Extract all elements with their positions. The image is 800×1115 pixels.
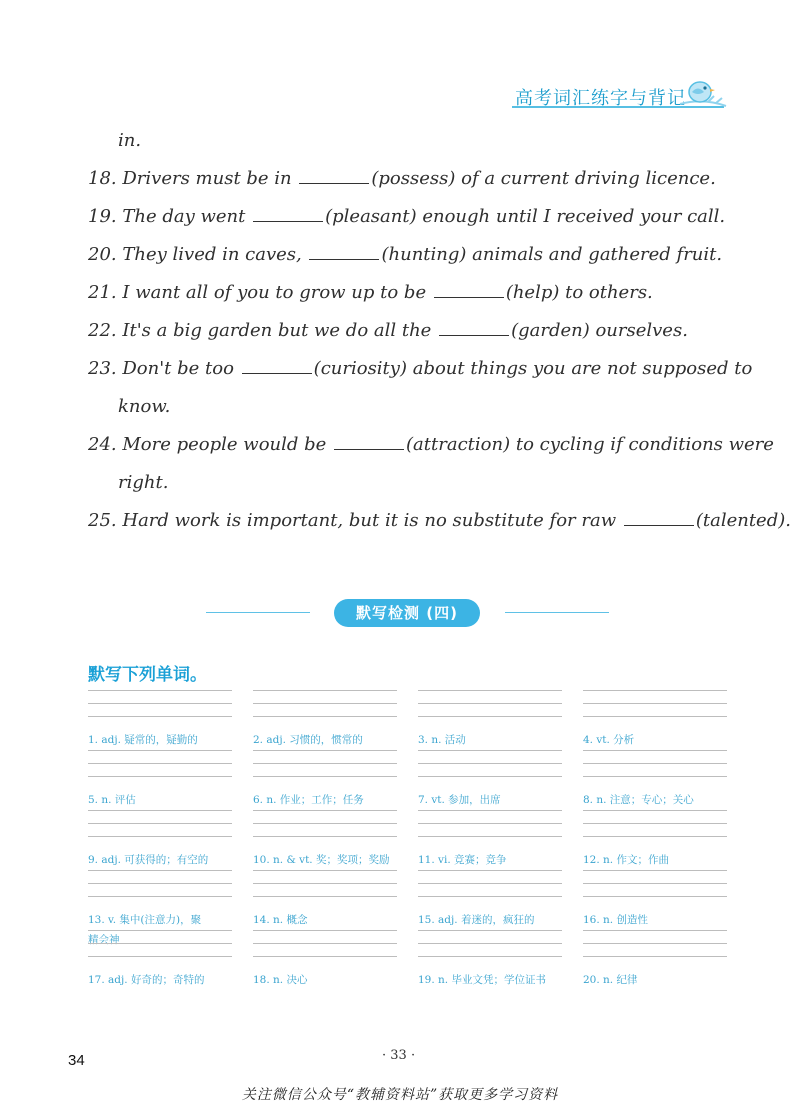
question-25: 25. Hard work is important, but it is no substitute for raw (talented). — [88, 510, 791, 531]
word-clue: 13. v. 集中(注意力)，聚精会神 — [88, 914, 202, 946]
writing-line[interactable] — [253, 870, 397, 871]
writing-line[interactable] — [88, 943, 232, 944]
word-clue: 12. n. 作文；作曲 — [583, 854, 669, 866]
word-clue: 17. adj. 好奇的；奇特的 — [88, 974, 205, 986]
writing-line[interactable] — [583, 870, 727, 871]
word-clue: 8. n. 注意；专心；关心 — [583, 794, 694, 806]
writing-line[interactable] — [583, 836, 727, 837]
writing-line[interactable] — [418, 763, 562, 764]
answer-blank[interactable] — [334, 435, 404, 450]
writing-line[interactable] — [253, 690, 397, 691]
word-clue: 7. vt. 参加，出席 — [418, 794, 501, 806]
writing-line[interactable] — [583, 943, 727, 944]
word-clue: 1. adj. 疑常的，疑勤的 — [88, 734, 198, 746]
writing-line[interactable] — [583, 883, 727, 884]
writing-line[interactable] — [583, 776, 727, 777]
question-24: 24. More people would be (attraction) to cycling if conditions were — [88, 434, 774, 455]
writing-line[interactable] — [253, 823, 397, 824]
writing-line[interactable] — [253, 703, 397, 704]
word-clue: 3. n. 活动 — [418, 734, 466, 746]
answer-blank[interactable] — [253, 207, 323, 222]
writing-line[interactable] — [88, 763, 232, 764]
header-title: 高考词汇练字与背记 — [515, 88, 686, 109]
writing-line[interactable] — [418, 810, 562, 811]
question-20: 20. They lived in caves, (hunting) animals and gathered fruit. — [88, 244, 723, 265]
writing-line[interactable] — [88, 870, 232, 871]
writing-line[interactable] — [418, 896, 562, 897]
answer-blank[interactable] — [299, 169, 369, 184]
writing-line[interactable] — [253, 810, 397, 811]
writing-line[interactable] — [88, 883, 232, 884]
word-clue: 14. n. 概念 — [253, 914, 308, 926]
question-21: 21. I want all of you to grow up to be (help) to others. — [88, 282, 653, 303]
writing-line[interactable] — [418, 750, 562, 751]
word-clue: 9. adj. 可获得的；有空的 — [88, 854, 209, 866]
question-continuation: right. — [118, 472, 169, 493]
section-divider-right — [505, 612, 609, 613]
bird-icon — [678, 76, 728, 110]
writing-line[interactable] — [418, 690, 562, 691]
writing-line[interactable] — [253, 930, 397, 931]
page-number-center: · 33 · — [382, 1048, 416, 1063]
writing-line[interactable] — [88, 776, 232, 777]
writing-line[interactable] — [253, 896, 397, 897]
writing-line[interactable] — [88, 956, 232, 957]
writing-line[interactable] — [253, 883, 397, 884]
footer-note: 关注微信公众号“教辅资料站”获取更多学习资料 — [241, 1087, 559, 1103]
writing-line[interactable] — [418, 943, 562, 944]
writing-line[interactable] — [88, 896, 232, 897]
answer-blank[interactable] — [439, 321, 509, 336]
word-clue: 19. n. 毕业文凭；学位证书 — [418, 974, 546, 986]
writing-line[interactable] — [253, 776, 397, 777]
word-clue: 18. n. 决心 — [253, 974, 308, 986]
writing-line[interactable] — [583, 810, 727, 811]
writing-line[interactable] — [583, 750, 727, 751]
writing-line[interactable] — [253, 943, 397, 944]
writing-line[interactable] — [583, 956, 727, 957]
writing-line[interactable] — [88, 750, 232, 751]
answer-blank[interactable] — [434, 283, 504, 298]
writing-line[interactable] — [418, 870, 562, 871]
section-divider-left — [206, 612, 310, 613]
word-clue: 20. n. 纪律 — [583, 974, 638, 986]
writing-line[interactable] — [418, 703, 562, 704]
writing-line[interactable] — [253, 836, 397, 837]
page-number-left: 34 — [68, 1052, 85, 1069]
question-19: 19. The day went (pleasant) enough until I received your call. — [88, 206, 726, 227]
answer-blank[interactable] — [309, 245, 379, 260]
word-clue: 10. n. & vt. 奖；奖项；奖励 — [253, 854, 390, 866]
question-18: 18. Drivers must be in (possess) of a current driving licence. — [88, 168, 716, 189]
writing-line[interactable] — [253, 750, 397, 751]
writing-line[interactable] — [418, 883, 562, 884]
word-clue: 6. n. 作业；工作；任务 — [253, 794, 364, 806]
writing-line[interactable] — [88, 690, 232, 691]
writing-line[interactable] — [88, 716, 232, 717]
writing-line[interactable] — [418, 956, 562, 957]
writing-line[interactable] — [88, 810, 232, 811]
answer-blank[interactable] — [624, 511, 694, 526]
question-23: 23. Don't be too (curiosity) about things you are not supposed to — [88, 358, 753, 379]
writing-line[interactable] — [583, 703, 727, 704]
writing-line[interactable] — [88, 703, 232, 704]
writing-line[interactable] — [583, 930, 727, 931]
writing-line[interactable] — [583, 896, 727, 897]
section-instruction: 默写下列单词。 — [88, 665, 207, 685]
writing-line[interactable] — [253, 716, 397, 717]
word-clue: 11. vi. 竞赛；竞争 — [418, 854, 507, 866]
writing-line[interactable] — [418, 836, 562, 837]
writing-line[interactable] — [583, 763, 727, 764]
question-continuation: know. — [118, 396, 171, 417]
writing-line[interactable] — [418, 823, 562, 824]
writing-line[interactable] — [88, 823, 232, 824]
word-clue: 2. adj. 习惯的，惯常的 — [253, 734, 363, 746]
writing-line[interactable] — [253, 763, 397, 764]
writing-line[interactable] — [88, 836, 232, 837]
question-continuation: in. — [118, 130, 142, 151]
answer-blank[interactable] — [242, 359, 312, 374]
writing-line[interactable] — [583, 716, 727, 717]
question-22: 22. It's a big garden but we do all the (garden) ourselves. — [88, 320, 688, 341]
section-badge: 默写检测 (四) — [334, 599, 480, 627]
writing-line[interactable] — [418, 776, 562, 777]
writing-line[interactable] — [418, 716, 562, 717]
writing-line[interactable] — [583, 690, 727, 691]
writing-line[interactable] — [88, 930, 232, 931]
writing-line[interactable] — [253, 956, 397, 957]
writing-line[interactable] — [418, 930, 562, 931]
word-clue: 16. n. 创造性 — [583, 914, 648, 926]
word-clue: 5. n. 评估 — [88, 794, 136, 806]
word-clue: 4. vt. 分析 — [583, 734, 635, 746]
word-clue: 15. adj. 着迷的，疯狂的 — [418, 914, 535, 926]
writing-line[interactable] — [583, 823, 727, 824]
